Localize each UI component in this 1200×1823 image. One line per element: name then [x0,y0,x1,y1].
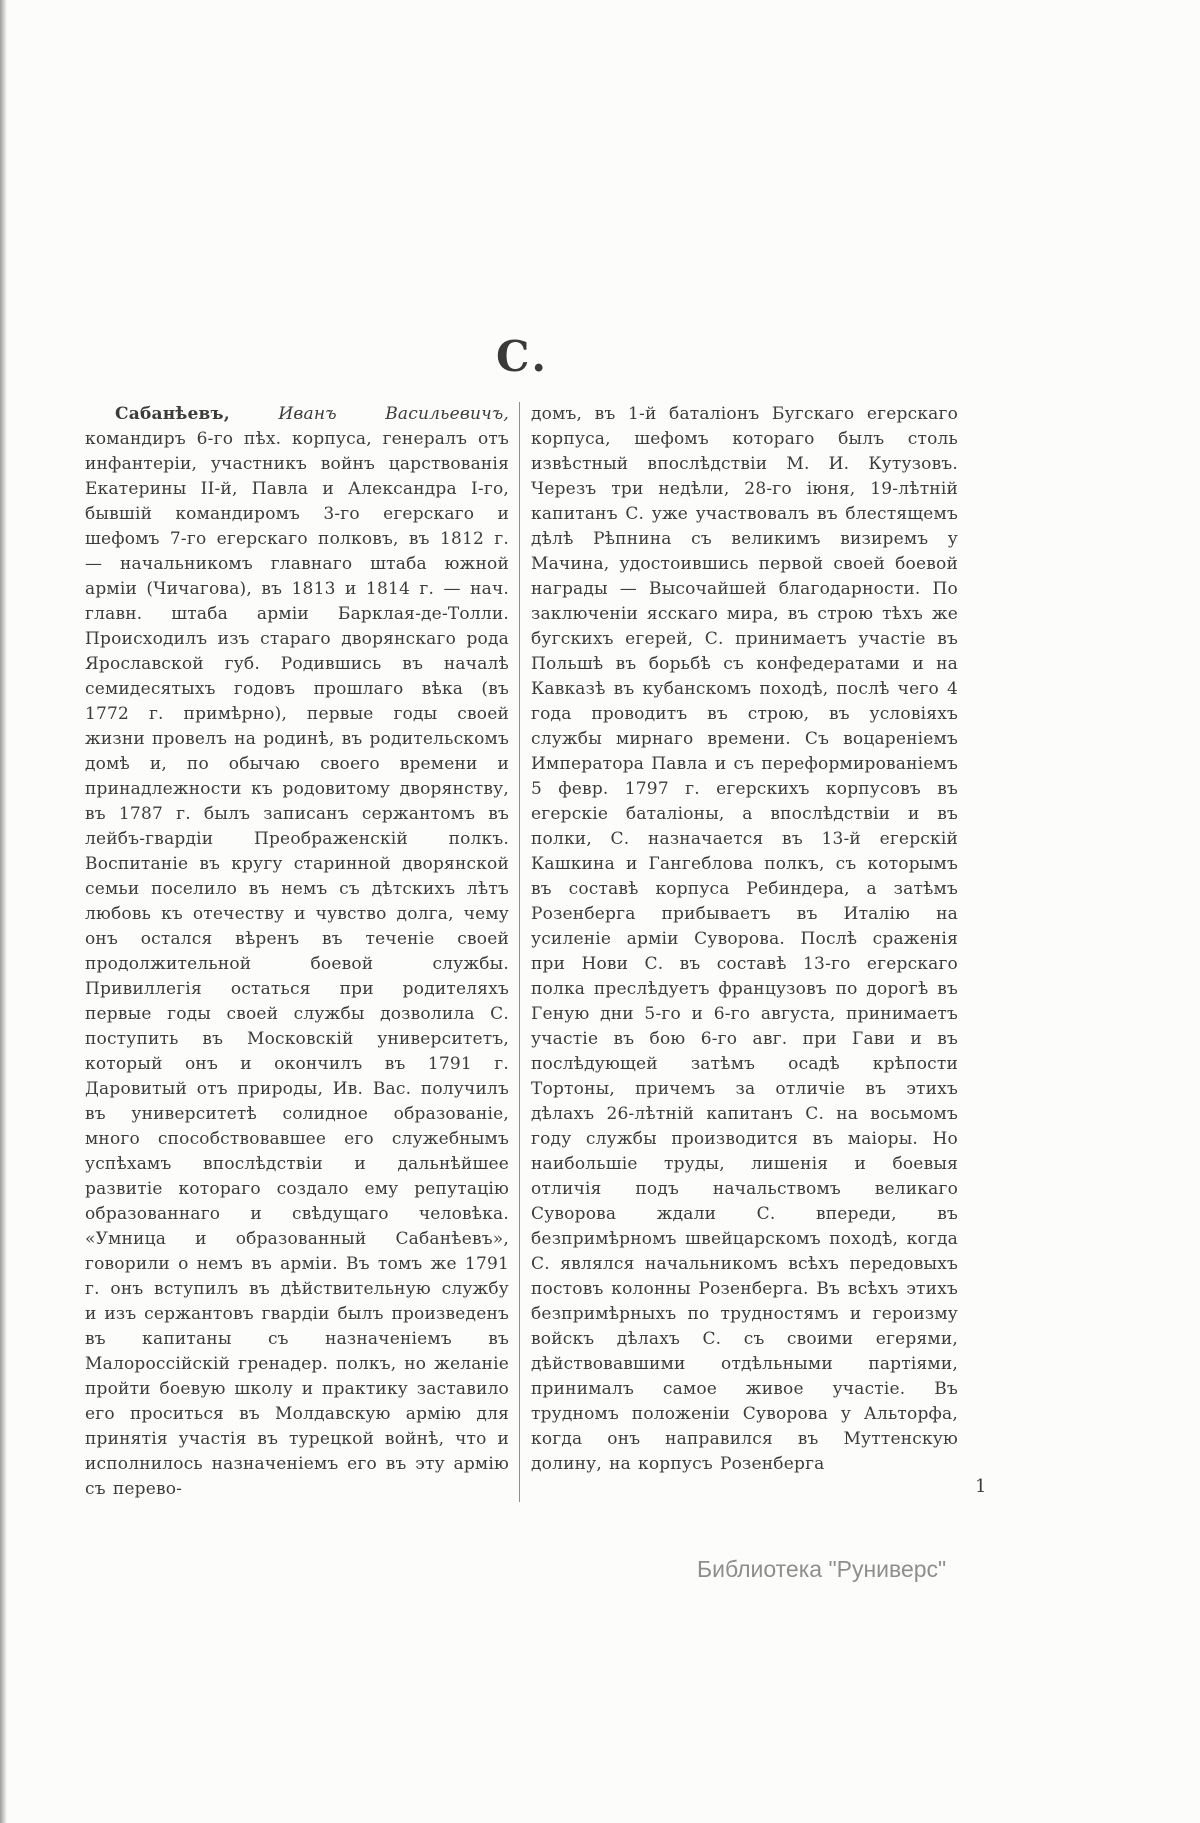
entry-text-left: командиръ 6-го пѣх. корпуса, генералъ отъ инфантеріи, участникъ войнъ царствованія Екатерины II-й, Павла и Александра I-го, бывшій командиромъ 3-го егерскаго и шефомъ 7-го егерскаго полковъ, въ 1812 г. — начальникомъ главнаго штаба южной арміи (Чичагова), въ 1813 и 1814 г. — нач. главн. штаба арміи Барклая-де-Толли. Происходилъ изъ стараго дворянскаго рода Ярославской губ. Родившись въ началѣ семидесятыхъ годовъ прошлаго вѣка (въ 1772 г. примѣрно), первые годы своей жизни провелъ на родинѣ, въ родительскомъ домѣ и, по обычаю своего времени и принадлежности къ родовитому дворянству, въ 1787 г. былъ записанъ сержантомъ въ лейбъ-гвардіи Преображенскій полкъ. Воспитаніе въ кругу старинной дворянской семьи поселило въ немъ съ дѣтскихъ лѣтъ любовь къ отечеству и чувство долга, чему онъ остался вѣренъ въ теченіе своей продолжительной боевой службы. Привиллегія остаться при родителяхъ первые годы своей службы дозволила С. поступить въ Московскій университетъ, который онъ и окончилъ въ 1791 г. Даровитый отъ природы, Ив. Вас. получилъ въ университетѣ солидное образованіе, много способствовавшее его служебнымъ успѣхамъ впослѣдствіи и дальнѣйшее развитіе котораго создало ему репутацію образованнаго и свѣдущаго человѣка. «Умница и образованный Сабанѣевъ», говорили о немъ въ арміи. Въ томъ же 1791 г. онъ вступилъ въ дѣйствительную службу и изъ сержантовъ гвардіи былъ произведенъ въ капитаны съ назначеніемъ въ Малороссійскій гренадер. полкъ, но желаніе пройти боевую школу и практику заставило его проситься въ Молдавскую армію для принятія участія въ турецкой войнѣ, что и исполнилось назначеніемъ его въ эту армію съ перево- [85,429,509,1499]
page-number: 1 [975,1476,987,1497]
entry-person-name: Иванъ Васильевичъ, [278,404,509,424]
library-watermark: Библиотека "Руниверс" [697,1556,947,1582]
right-column [531,402,958,1502]
column-divider [519,402,520,1502]
section-letter-heading: С. [495,332,549,381]
left-column [85,402,509,1502]
text-columns [85,402,959,1502]
entry-headword: Сабанѣевъ, [115,404,230,424]
entry-text-right: домъ, въ 1-й баталіонъ Бугскаго егерскаго корпуса, шефомъ котораго былъ столь извѣстный впослѣдствіи М. И. Кутузовъ. Черезъ три недѣли, 28-го іюня, 19-лѣтній капитанъ С. уже участвовалъ въ блестящемъ дѣлѣ Рѣпнина съ великимъ визиремъ у Мачина, удостоившись первой своей боевой награды — Высочайшей благодарности. По заключеніи ясскаго мира, въ строю тѣхъ же бугскихъ егерей, С. принимаетъ участіе въ Польшѣ въ борьбѣ съ конфедератами и на Кавказѣ въ кубанскомъ походѣ, послѣ чего 4 года проводитъ въ строю, въ условіяхъ службы мирнаго времени. Съ воцареніемъ Императора Павла и съ переформированіемъ 5 февр. 1797 г. егерскихъ корпусовъ въ егерскіе баталіоны, а впослѣдствіи и въ полки, С. назначается въ 13-й егерскій Кашкина и Гангеблова полкъ, съ которымъ въ составѣ корпуса Ребиндера, а затѣмъ Розенберга прибываетъ въ Италію на усиленіе арміи Суворова. Послѣ сраженія при Нови С. въ составѣ 13-го егерскаго полка преслѣдуетъ французовъ по дорогѣ въ Геную дни 5-го и 6-го августа, принимаетъ участіе въ бою 6-го авг. при Гави и въ послѣдующей затѣмъ осадѣ крѣпости Тортоны, причемъ за отличіе въ этихъ дѣлахъ 26-лѣтній капитанъ С. на восьмомъ году службы производится въ маіоры. Но наибольшіе труды, лишенія и боевыя отличія подъ начальствомъ великаго Суворова ждали С. впереди, въ безпримѣрномъ швейцарскомъ походѣ, когда С. являлся начальникомъ всѣхъ передовыхъ постовъ колонны Розенберга. Въ всѣхъ этихъ безпримѣрныхъ по трудностямъ и героизму войскъ дѣлахъ С. съ своими егерями, дѣйствовавшими отдѣльными партіями, принималъ самое живое участіе. Въ трудномъ положеніи Суворова у Альторфа, когда онъ направился въ Муттенскую долину, на корпусъ Розенберга [531,404,958,1474]
